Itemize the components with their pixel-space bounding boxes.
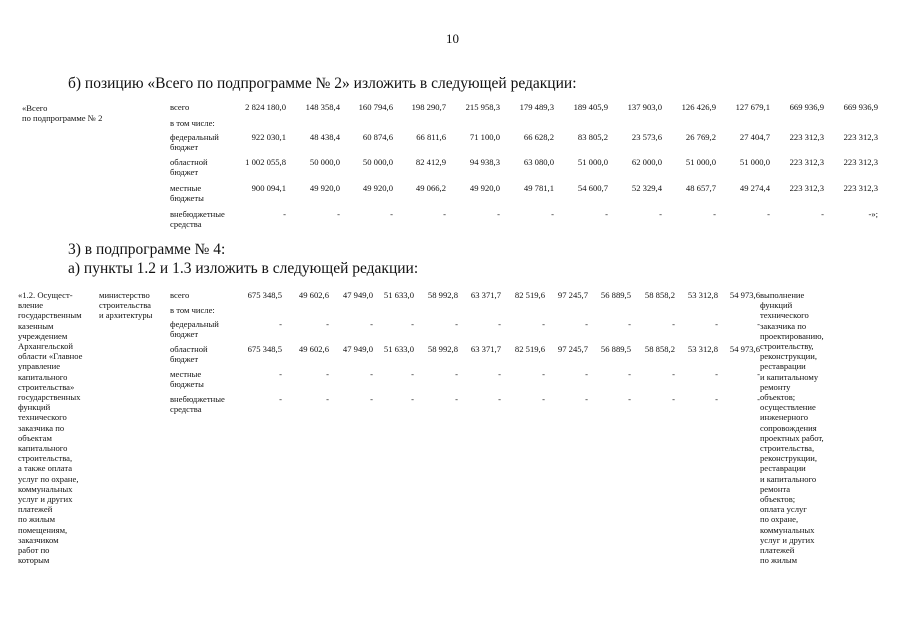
table-cell: 675 348,5 xyxy=(247,344,282,354)
table-cell: 49 602,6 xyxy=(298,290,329,300)
result-line: реставрации xyxy=(760,463,806,474)
result-line: услуг и других xyxy=(760,534,815,545)
result-line: сопровождения xyxy=(760,422,817,433)
table-cell: 51 633,0 xyxy=(383,344,414,354)
result-line: заказчика по xyxy=(760,320,807,331)
table-cell: 58 858,2 xyxy=(644,344,675,354)
description-line: а также оплата xyxy=(18,463,73,474)
result-line: ремонту xyxy=(760,381,791,392)
description-line: технического xyxy=(18,412,67,423)
table-cell: 223 312,3 xyxy=(789,183,824,193)
section-3-subheading: а) пункты 1.2 и 1.3 изложить в следующей редакции: xyxy=(68,260,419,277)
table-cell: - xyxy=(279,369,282,379)
table-cell: - xyxy=(715,319,718,329)
result-line: реконструкции, xyxy=(760,351,818,362)
table-cell: 215 958,3 xyxy=(465,102,500,112)
table-cell: - xyxy=(757,319,760,329)
table-cell: 97 245,7 xyxy=(557,344,588,354)
table-cell: 58 992,8 xyxy=(427,344,458,354)
table-cell: 127 679,1 xyxy=(735,102,770,112)
table-cell: 83 805,2 xyxy=(577,132,608,142)
section-b-label-line: по подпрограмме № 2 xyxy=(22,113,103,124)
table-cell: - xyxy=(497,209,500,219)
table-cell: 60 874,6 xyxy=(362,132,393,142)
table-cell: 53 312,8 xyxy=(687,290,718,300)
table-cell: - xyxy=(757,369,760,379)
result-line: по жилым xyxy=(760,555,798,566)
table-cell: - xyxy=(628,319,631,329)
table-cell: 63 371,7 xyxy=(470,344,501,354)
result-line: ремонта xyxy=(760,483,791,494)
table-cell: - xyxy=(326,319,329,329)
table-cell: - xyxy=(672,319,675,329)
description-line: строительства» xyxy=(18,381,75,392)
description-line: управление xyxy=(18,361,61,372)
table-cell: 56 889,5 xyxy=(600,290,631,300)
description-line: капитального xyxy=(18,371,68,382)
table-cell: - xyxy=(411,319,414,329)
row-name-line: всего xyxy=(170,290,190,300)
description-line: государственным xyxy=(18,310,82,321)
table-cell: 900 094,1 xyxy=(251,183,286,193)
table-cell: - xyxy=(715,394,718,404)
item-description xyxy=(18,290,82,565)
table-cell: 160 794,6 xyxy=(358,102,393,112)
table-cell: - xyxy=(283,209,286,219)
table-cell: 97 245,7 xyxy=(557,290,588,300)
table-cell: 49 920,0 xyxy=(469,183,500,193)
description-line: услуг и других xyxy=(18,494,73,505)
description-line: заказчиком xyxy=(18,534,59,545)
description-line: государственных xyxy=(18,392,81,403)
table-cell: 82 412,9 xyxy=(415,157,446,167)
result-line: по охране, xyxy=(760,514,799,525)
table-cell: - xyxy=(326,369,329,379)
table-cell: 126 426,9 xyxy=(681,102,716,112)
result-line: строительству, xyxy=(760,341,814,352)
row-name-line: средства xyxy=(170,404,202,414)
description-line: заказчика по xyxy=(18,422,65,433)
table-cell: 62 000,0 xyxy=(631,157,662,167)
table-cell: 26 769,2 xyxy=(685,132,716,142)
table-cell: 47 949,0 xyxy=(342,344,373,354)
result-line: платежей xyxy=(760,545,795,556)
result-line: и капитального xyxy=(760,473,817,484)
table-cell: 51 000,0 xyxy=(577,157,608,167)
table-cell: - xyxy=(605,209,608,219)
description-line: платежей xyxy=(18,504,53,515)
row-name-line: в том числе: xyxy=(170,305,215,315)
description-line: казенным xyxy=(18,320,54,331)
table-cell: 179 489,3 xyxy=(519,102,554,112)
table-cell: - xyxy=(542,319,545,329)
section-3-heading: 3) в подпрограмме № 4: xyxy=(68,241,226,258)
result-line: осуществление xyxy=(760,402,816,413)
table-cell: 48 657,7 xyxy=(685,183,716,193)
table-cell: 49 066,2 xyxy=(415,183,446,193)
description-line: области «Главное xyxy=(18,351,83,362)
table-cell: 82 519,6 xyxy=(514,290,545,300)
row-name-line: бюджет xyxy=(170,354,199,364)
table-cell: 137 903,0 xyxy=(627,102,662,112)
table-cell: 66 811,6 xyxy=(416,132,446,142)
section-b-heading: б) позицию «Всего по подпрограмме № 2» изложить в следующей редакции: xyxy=(68,75,577,92)
result-line: коммунальных xyxy=(760,524,815,535)
table-cell: - xyxy=(279,319,282,329)
result-line: проектированию, xyxy=(760,330,824,341)
table-cell: 198 290,7 xyxy=(411,102,446,112)
table-cell: 94 938,3 xyxy=(469,157,500,167)
result-line: выполнение xyxy=(760,290,805,300)
table-cell: 47 949,0 xyxy=(342,290,373,300)
result-line: инженерного xyxy=(760,412,809,423)
table-cell: - xyxy=(370,319,373,329)
table-cell: 54 973,6 xyxy=(729,290,760,300)
table-cell: - xyxy=(821,209,824,219)
table-cell: - xyxy=(551,209,554,219)
description-line: по жилым xyxy=(18,514,56,525)
table-cell: - xyxy=(326,394,329,404)
result-line: строительства, xyxy=(760,443,815,454)
table-cell: 49 274,4 xyxy=(739,183,770,193)
result-line: объектов; xyxy=(760,494,796,505)
table-cell: 51 000,0 xyxy=(739,157,770,167)
table-cell: 223 312,3 xyxy=(843,157,878,167)
result-line: проектных работ, xyxy=(760,432,824,443)
row-name-line: областной xyxy=(170,157,208,167)
table-cell: -»; xyxy=(868,209,878,219)
table-cell: - xyxy=(279,394,282,404)
table-cell: - xyxy=(498,319,501,329)
description-line: капитального xyxy=(18,443,68,454)
result-line: технического xyxy=(760,310,809,321)
table-cell: 27 404,7 xyxy=(739,132,770,142)
table-cell: - xyxy=(542,369,545,379)
table-cell: 669 936,9 xyxy=(843,102,878,112)
description-line: Архангельской xyxy=(18,341,73,352)
description-line: вление xyxy=(18,300,44,311)
section-b-label-line: «Всего xyxy=(22,103,48,113)
table-cell: - xyxy=(757,394,760,404)
row-name-line: бюджеты xyxy=(170,379,204,389)
table-cell: 189 405,9 xyxy=(573,102,608,112)
table-cell: - xyxy=(411,369,414,379)
table-cell: 56 889,5 xyxy=(600,344,631,354)
responsible-line: строительства xyxy=(99,300,151,311)
row-name-line: бюджет xyxy=(170,142,199,152)
table-cell: 49 781,1 xyxy=(523,183,554,193)
row-name-line: внебюджетные xyxy=(170,209,225,219)
table-cell: - xyxy=(370,369,373,379)
description-line: работ по xyxy=(18,545,50,556)
table-cell: 66 628,2 xyxy=(523,132,554,142)
table-cell: - xyxy=(585,394,588,404)
table-cell: 63 371,7 xyxy=(470,290,501,300)
row-name-line: в том числе: xyxy=(170,118,215,128)
table-cell: - xyxy=(715,369,718,379)
section-b-label xyxy=(22,103,102,123)
table-cell: 71 100,0 xyxy=(469,132,500,142)
row-name-line: федеральный xyxy=(170,319,219,329)
table-cell: 148 358,4 xyxy=(305,102,340,112)
description-line: функций xyxy=(18,402,51,413)
row-name-line: всего xyxy=(170,102,190,112)
table-cell: 922 030,1 xyxy=(251,132,286,142)
result-line: реставрации xyxy=(760,361,806,372)
table-cell: 669 936,9 xyxy=(789,102,824,112)
description-line: которым xyxy=(18,555,50,566)
row-name-line: бюджет xyxy=(170,329,199,339)
table-cell: 53 312,8 xyxy=(687,344,718,354)
table-cell: 49 920,0 xyxy=(309,183,340,193)
table-cell: 675 348,5 xyxy=(247,290,282,300)
table-cell: - xyxy=(672,369,675,379)
table-cell: - xyxy=(628,369,631,379)
table-cell: 49 602,6 xyxy=(298,344,329,354)
table-cell: - xyxy=(585,319,588,329)
table-cell: - xyxy=(767,209,770,219)
row-name-line: бюджет xyxy=(170,167,199,177)
row-name-line: внебюджетные xyxy=(170,394,225,404)
description-line: объектам xyxy=(18,432,52,443)
row-name-line: областной xyxy=(170,344,208,354)
expected-result xyxy=(760,290,824,565)
result-line: реконструкции, xyxy=(760,453,818,464)
table-cell: - xyxy=(713,209,716,219)
table-cell: 58 992,8 xyxy=(427,290,458,300)
table-cell: - xyxy=(443,209,446,219)
table-cell: - xyxy=(337,209,340,219)
row-name-line: средства xyxy=(170,219,202,229)
table-cell: 58 858,2 xyxy=(644,290,675,300)
result-line: объектов; xyxy=(760,392,796,403)
description-line: строительства, xyxy=(18,453,73,464)
table-cell: - xyxy=(659,209,662,219)
responsible-executor xyxy=(99,290,152,321)
table-cell: - xyxy=(585,369,588,379)
table-cell: 223 312,3 xyxy=(843,132,878,142)
description-line: услуг по охране, xyxy=(18,473,79,484)
description-line: «1.2. Осущест- xyxy=(18,290,73,300)
table-cell: - xyxy=(455,369,458,379)
page-number: 10 xyxy=(446,31,459,46)
table-cell: - xyxy=(455,319,458,329)
row-name-line: бюджеты xyxy=(170,193,204,203)
table-cell: - xyxy=(390,209,393,219)
description-line: учреждением xyxy=(18,330,68,341)
table-cell: - xyxy=(455,394,458,404)
table-cell: 49 920,0 xyxy=(362,183,393,193)
table-cell: - xyxy=(370,394,373,404)
table-cell: 48 438,4 xyxy=(309,132,340,142)
table-cell: 54 600,7 xyxy=(577,183,608,193)
result-line: оплата услуг xyxy=(760,504,807,515)
table-cell: 63 080,0 xyxy=(523,157,554,167)
table-cell: 51 633,0 xyxy=(383,290,414,300)
table-cell: 82 519,6 xyxy=(514,344,545,354)
table-cell: 223 312,3 xyxy=(789,132,824,142)
table-cell: - xyxy=(542,394,545,404)
description-line: помещениям, xyxy=(18,524,68,535)
table-cell: 50 000,0 xyxy=(309,157,340,167)
table-cell: 54 973,6 xyxy=(729,344,760,354)
table-cell: 52 329,4 xyxy=(631,183,662,193)
table-cell: - xyxy=(411,394,414,404)
responsible-line: министерство xyxy=(99,290,150,300)
table-cell: 2 824 180,0 xyxy=(245,102,286,112)
table-cell: 50 000,0 xyxy=(362,157,393,167)
result-line: функций xyxy=(760,300,793,311)
table-cell: 51 000,0 xyxy=(685,157,716,167)
row-name-line: федеральный xyxy=(170,132,219,142)
table-cell: - xyxy=(672,394,675,404)
table-cell: 23 573,6 xyxy=(631,132,662,142)
table-cell: - xyxy=(498,369,501,379)
result-line: и капитальному xyxy=(760,371,819,382)
table-cell: - xyxy=(498,394,501,404)
table-cell: 223 312,3 xyxy=(843,183,878,193)
table-cell: 223 312,3 xyxy=(789,157,824,167)
row-name-line: местные xyxy=(170,183,202,193)
table-cell: 1 002 055,8 xyxy=(245,157,286,167)
responsible-line: и архитектуры xyxy=(99,310,153,321)
row-name-line: местные xyxy=(170,369,202,379)
description-line: коммунальных xyxy=(18,483,73,494)
table-cell: - xyxy=(628,394,631,404)
